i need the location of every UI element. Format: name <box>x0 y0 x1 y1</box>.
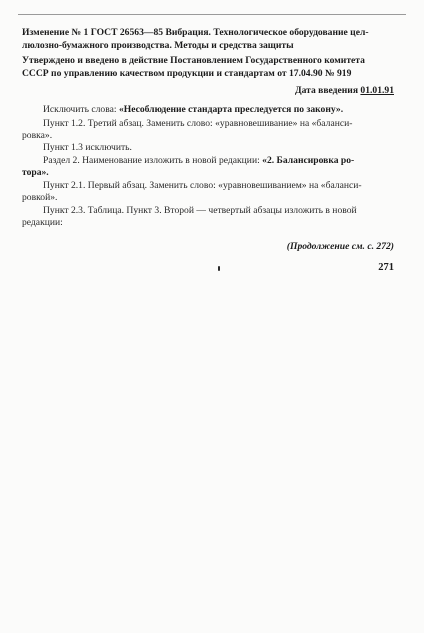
body-line-1: Исключить слова: «Несоблюдение стандарта преследуется по закону». <box>43 104 344 115</box>
header-line-2: люлозно-бумажного производства. Методы и средства защиты <box>22 40 294 51</box>
body-line-4: Пункт 1.3 исключить. <box>43 142 132 153</box>
header-line-1: Изменение № 1 ГОСТ 26563—85 Вибрация. Технологическое оборудование цел- <box>22 27 369 38</box>
effective-date-value: 01.01.91 <box>360 85 394 96</box>
header-line-4: СССР по управлению качеством продукции и стандартам от 17.04.90 № 919 <box>22 68 352 79</box>
body-line-5: Раздел 2. Наименование изложить в новой редакции: «2. Балансировка ро- <box>43 155 355 166</box>
body-line-3: ровка». <box>22 130 53 141</box>
page-number: 271 <box>378 262 394 273</box>
continuation-note: (Продолжение см. с. 272) <box>286 241 394 252</box>
body-line-10: редакции: <box>22 217 63 228</box>
body-line-2: Пункт 1.2. Третий абзац. Заменить слово: «уравновешивание» на «баланси- <box>43 118 353 129</box>
effective-date <box>295 85 394 97</box>
header-line-3: Утверждено и введено в действие Постановлением Государственного комитета <box>22 55 365 66</box>
effective-date-label: Дата введения <box>294 85 359 96</box>
body-line-6: тора». <box>22 167 49 178</box>
top-rule <box>18 14 406 15</box>
body-line-9: Пункт 2.3. Таблица. Пункт 3. Второй — четвертый абзацы изложить в новой <box>43 205 357 216</box>
speck-mark <box>218 266 220 271</box>
body-line-7: Пункт 2.1. Первый абзац. Заменить слово: «уравновешиванием» на «баланси- <box>43 180 362 191</box>
body-line-8: ровкой». <box>22 192 58 203</box>
